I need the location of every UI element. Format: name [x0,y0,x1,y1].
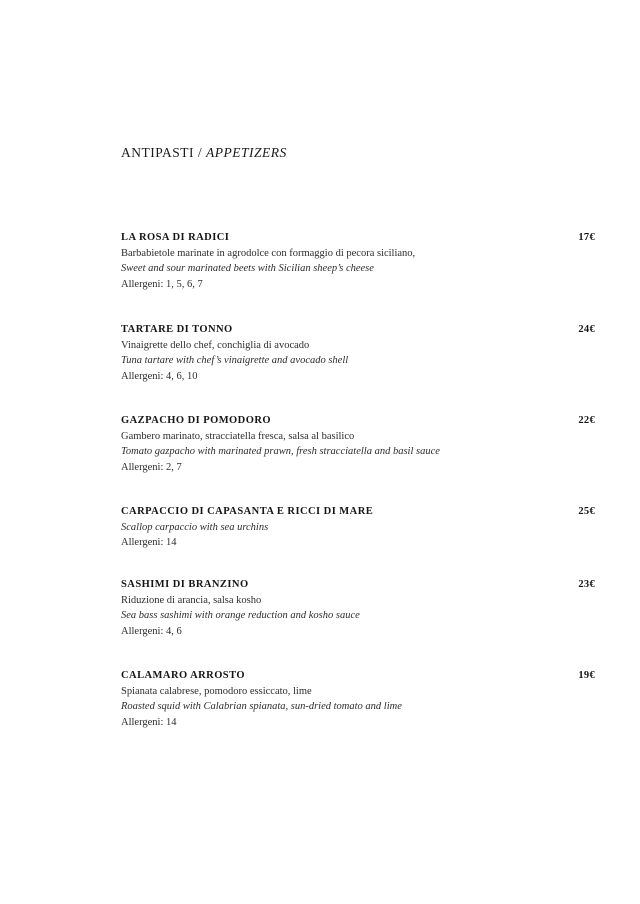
dish-allergens: Allergeni: 4, 6 [121,625,182,637]
dish-description-italian: Gambero marinato, stracciatella fresca, salsa al basilico [121,430,355,442]
menu-item [121,504,595,551]
dish-allergens: Allergeni: 2, 7 [121,461,182,473]
dish-name: LA ROSA DI RADICI [121,232,230,243]
dish-price: 23€ [578,579,595,590]
dish-price: 22€ [578,415,595,426]
menu-item [121,322,595,384]
dish-allergens: Allergeni: 4, 6, 10 [121,370,198,382]
section-title-divider: / [194,145,207,160]
dish-price: 17€ [578,232,595,243]
menu-item [121,668,595,730]
dish-description-english: Tuna tartare with chef’s vinaigrette and avocado shell [121,355,349,366]
dish-description-english: Tomato gazpacho with marinated prawn, fresh stracciatella and basil sauce [121,446,440,457]
dish-name: SASHIMI DI BRANZINO [121,579,249,590]
dish-description-italian: Riduzione di arancia, salsa kosho [121,594,262,606]
page-title [121,145,287,161]
menu-item [121,230,595,292]
dish-price: 24€ [578,324,595,335]
dish-price: 19€ [578,670,595,681]
dish-description-italian: Barbabietole marinate in agrodolce con formaggio di pecora siciliano, [121,247,416,259]
dish-price: 25€ [578,506,595,517]
menu-item [121,577,595,639]
dish-header-row [121,230,595,246]
section-title-english: APPETIZERS [206,145,287,160]
dish-description-english: Sea bass sashimi with orange reduction and kosho sauce [121,610,360,621]
dish-name: TARTARE DI TONNO [121,324,233,335]
dish-description-english: Sweet and sour marinated beets with Sicilian sheep’s cheese [121,263,374,274]
dish-name: CARPACCIO DI CAPASANTA E RICCI DI MARE [121,506,374,517]
dish-allergens: Allergeni: 1, 5, 6, 7 [121,278,203,290]
menu-item [121,413,595,475]
dish-header-row [121,413,595,429]
dish-description-english: Roasted squid with Calabrian spianata, sun-dried tomato and lime [121,701,402,712]
dish-header-row [121,668,595,684]
dish-allergens: Allergeni: 14 [121,716,177,728]
dish-allergens: Allergeni: 14 [121,537,177,548]
dish-header-row [121,504,595,520]
section-title-italian: ANTIPASTI [121,145,195,160]
dish-header-row [121,577,595,593]
dish-name: CALAMARO ARROSTO [121,670,245,681]
dish-header-row [121,322,595,338]
dish-description-english: Scallop carpaccio with sea urchins [121,521,269,533]
dish-name: GAZPACHO DI POMODORO [121,415,271,426]
dish-description-italian: Spianata calabrese, pomodoro essiccato, lime [121,685,312,697]
dish-description-italian: Vinaigrette dello chef, conchiglia di avocado [121,339,310,351]
